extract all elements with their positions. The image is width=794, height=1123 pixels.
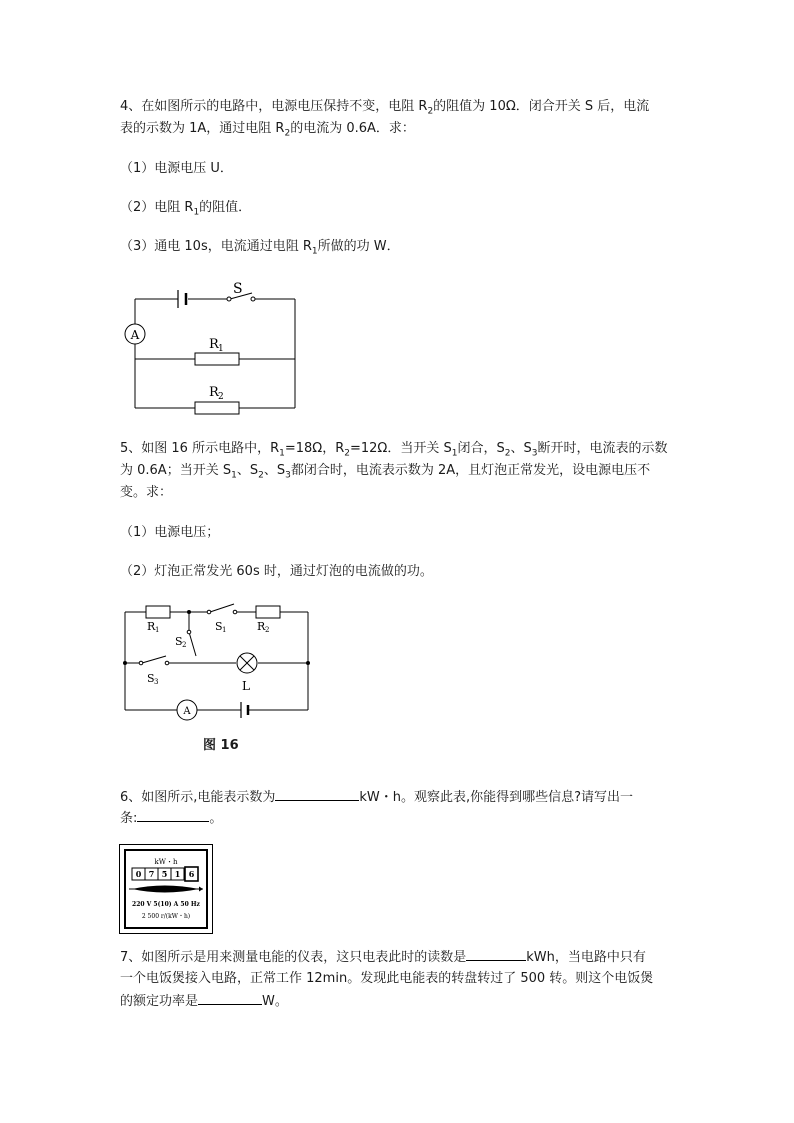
subscript: 1	[279, 448, 285, 459]
q4-sub-text: （3）通电 10s，电流通过电阻 R	[120, 239, 312, 254]
answer-blank[interactable]	[275, 788, 359, 801]
resistor-r2	[195, 402, 239, 414]
junction-dot	[187, 610, 191, 614]
q4-line-2	[120, 120, 415, 143]
q5-text: =18Ω，R	[284, 441, 345, 456]
q4-sub-1	[120, 160, 233, 178]
figure-caption: 图 16	[203, 738, 239, 753]
q5-line-2	[120, 462, 650, 485]
q5-sub-text: （2）灯泡正常发光 60s 时，通过灯泡的电流做的功。	[120, 564, 433, 579]
subscript: 2	[258, 470, 264, 481]
q7-text: 一个电饭煲接入电路，正常工作 12min。发现此电能表的转盘转过了 500 转。则这个电饭煲	[120, 971, 654, 986]
resistor-r2	[256, 606, 280, 618]
meter-spec: 220 V 5(10) A 50 Hz	[132, 901, 200, 908]
meter-digit-decimal: 6	[188, 869, 195, 879]
q5-text: 5、如图 16 所示电路中，R	[120, 441, 280, 456]
meter-digit: 0	[135, 869, 142, 879]
q5-line-1	[120, 440, 668, 463]
s2-label: S	[175, 635, 183, 648]
s1-label: S	[215, 620, 223, 633]
q6-text: 6、如图所示,电能表示数为	[120, 790, 276, 805]
q4-text: 的阻值为 10Ω．闭合开关 S 后，电流	[433, 99, 650, 114]
q4-sub-text: （1）电源电压 U．	[120, 161, 233, 176]
resistor-r1	[146, 606, 170, 618]
q7-text: W。	[262, 994, 288, 1009]
subscript: 1	[311, 246, 318, 257]
q4-sub-text: 的阻值．	[199, 200, 252, 215]
subscript: 1	[231, 470, 237, 481]
q5-text: 、S	[510, 441, 532, 456]
subscript: 2	[504, 448, 511, 459]
s2-subscript: 2	[182, 641, 187, 649]
r1-subscript: 1	[155, 626, 160, 634]
subscript: 2	[284, 128, 291, 139]
q4-sub-text: 所做的功 W．	[317, 239, 400, 254]
r1-label: R	[147, 620, 156, 633]
r1-label: R	[209, 337, 219, 352]
ammeter-label: A	[130, 328, 140, 342]
q6-line-2	[120, 809, 222, 828]
q5-sub-text: （1）电源电压；	[120, 525, 220, 540]
r2-label: R	[209, 385, 219, 400]
q5-text: 、S	[236, 463, 259, 478]
subscript: 3	[285, 470, 291, 481]
q4-circuit-diagram	[120, 282, 300, 417]
junction-dot	[123, 661, 127, 665]
q7-line-1	[120, 948, 646, 967]
q5-sub-1	[120, 524, 219, 542]
meter-digit: 5	[161, 869, 168, 879]
subscript: 1	[451, 448, 458, 459]
answer-blank[interactable]	[198, 992, 262, 1005]
s3-subscript: 3	[154, 678, 159, 686]
q5-text: 为 0.6A；当开关 S	[120, 463, 232, 478]
q7-line-3	[120, 992, 288, 1011]
q6-line-1	[120, 788, 633, 807]
q7-text: kWh，当电路中只有	[526, 950, 646, 965]
q5-text: 变。求：	[120, 485, 173, 500]
r2-label: R	[257, 620, 266, 633]
subscript: 3	[531, 448, 538, 459]
q7-text: 7、如图所示是用来测量电能的仪表，这只电表此时的读数是	[120, 950, 467, 965]
ammeter-label: A	[183, 706, 191, 717]
q6-text: 。	[209, 811, 223, 826]
q5-text: 断开时，电流表的示数	[537, 441, 668, 456]
energy-meter-figure	[119, 844, 213, 934]
q5-text: 闭合，S	[457, 441, 505, 456]
q4-text: 的电流为 0.6A．求：	[290, 121, 415, 136]
junction-dot	[306, 661, 310, 665]
meter-digit: 7	[148, 869, 155, 879]
subscript: 1	[193, 207, 200, 218]
answer-blank[interactable]	[466, 948, 526, 961]
subscript: 2	[344, 448, 350, 459]
meter-unit: kW・h	[154, 858, 178, 866]
r2-subscript: 2	[265, 626, 270, 634]
q6-text: kW・h。观察此表,你能得到哪些信息?请写出一	[359, 790, 634, 805]
q5-circuit-diagram	[120, 600, 315, 720]
q4-sub-3	[120, 238, 400, 261]
r2-subscript: 2	[218, 392, 224, 402]
s1-subscript: 1	[222, 626, 227, 634]
q4-sub-2	[120, 199, 251, 222]
s3-label: S	[147, 672, 155, 685]
subscript: 2	[427, 106, 434, 117]
resistor-r1	[195, 353, 239, 365]
q5-text: =12Ω．当开关 S	[350, 441, 452, 456]
q4-line-1	[120, 98, 649, 121]
q7-text: 的额定功率是	[120, 994, 199, 1009]
r1-subscript: 1	[218, 344, 224, 354]
switch-label: S	[233, 281, 243, 297]
q5-text: 都闭合时，电流表示数为 2A，且灯泡正常发光，设电源电压不	[290, 463, 651, 478]
meter-digit: 1	[174, 869, 181, 879]
answer-blank[interactable]	[137, 809, 209, 822]
q5-text: 、S	[263, 463, 286, 478]
lamp-label: L	[242, 679, 250, 693]
meter-spec: 2 500 r/(kW・h)	[141, 913, 191, 920]
q5-line-3	[120, 484, 172, 502]
q5-sub-2	[120, 563, 433, 581]
q4-text: 表的示数为 1A，通过电阻 R	[120, 121, 285, 136]
q7-line-2	[120, 970, 653, 988]
q4-sub-text: （2）电阻 R	[120, 200, 194, 215]
q4-text: 4、在如图所示的电路中，电源电压保持不变，电阻 R	[120, 99, 428, 114]
q6-text: 条:	[120, 811, 138, 826]
